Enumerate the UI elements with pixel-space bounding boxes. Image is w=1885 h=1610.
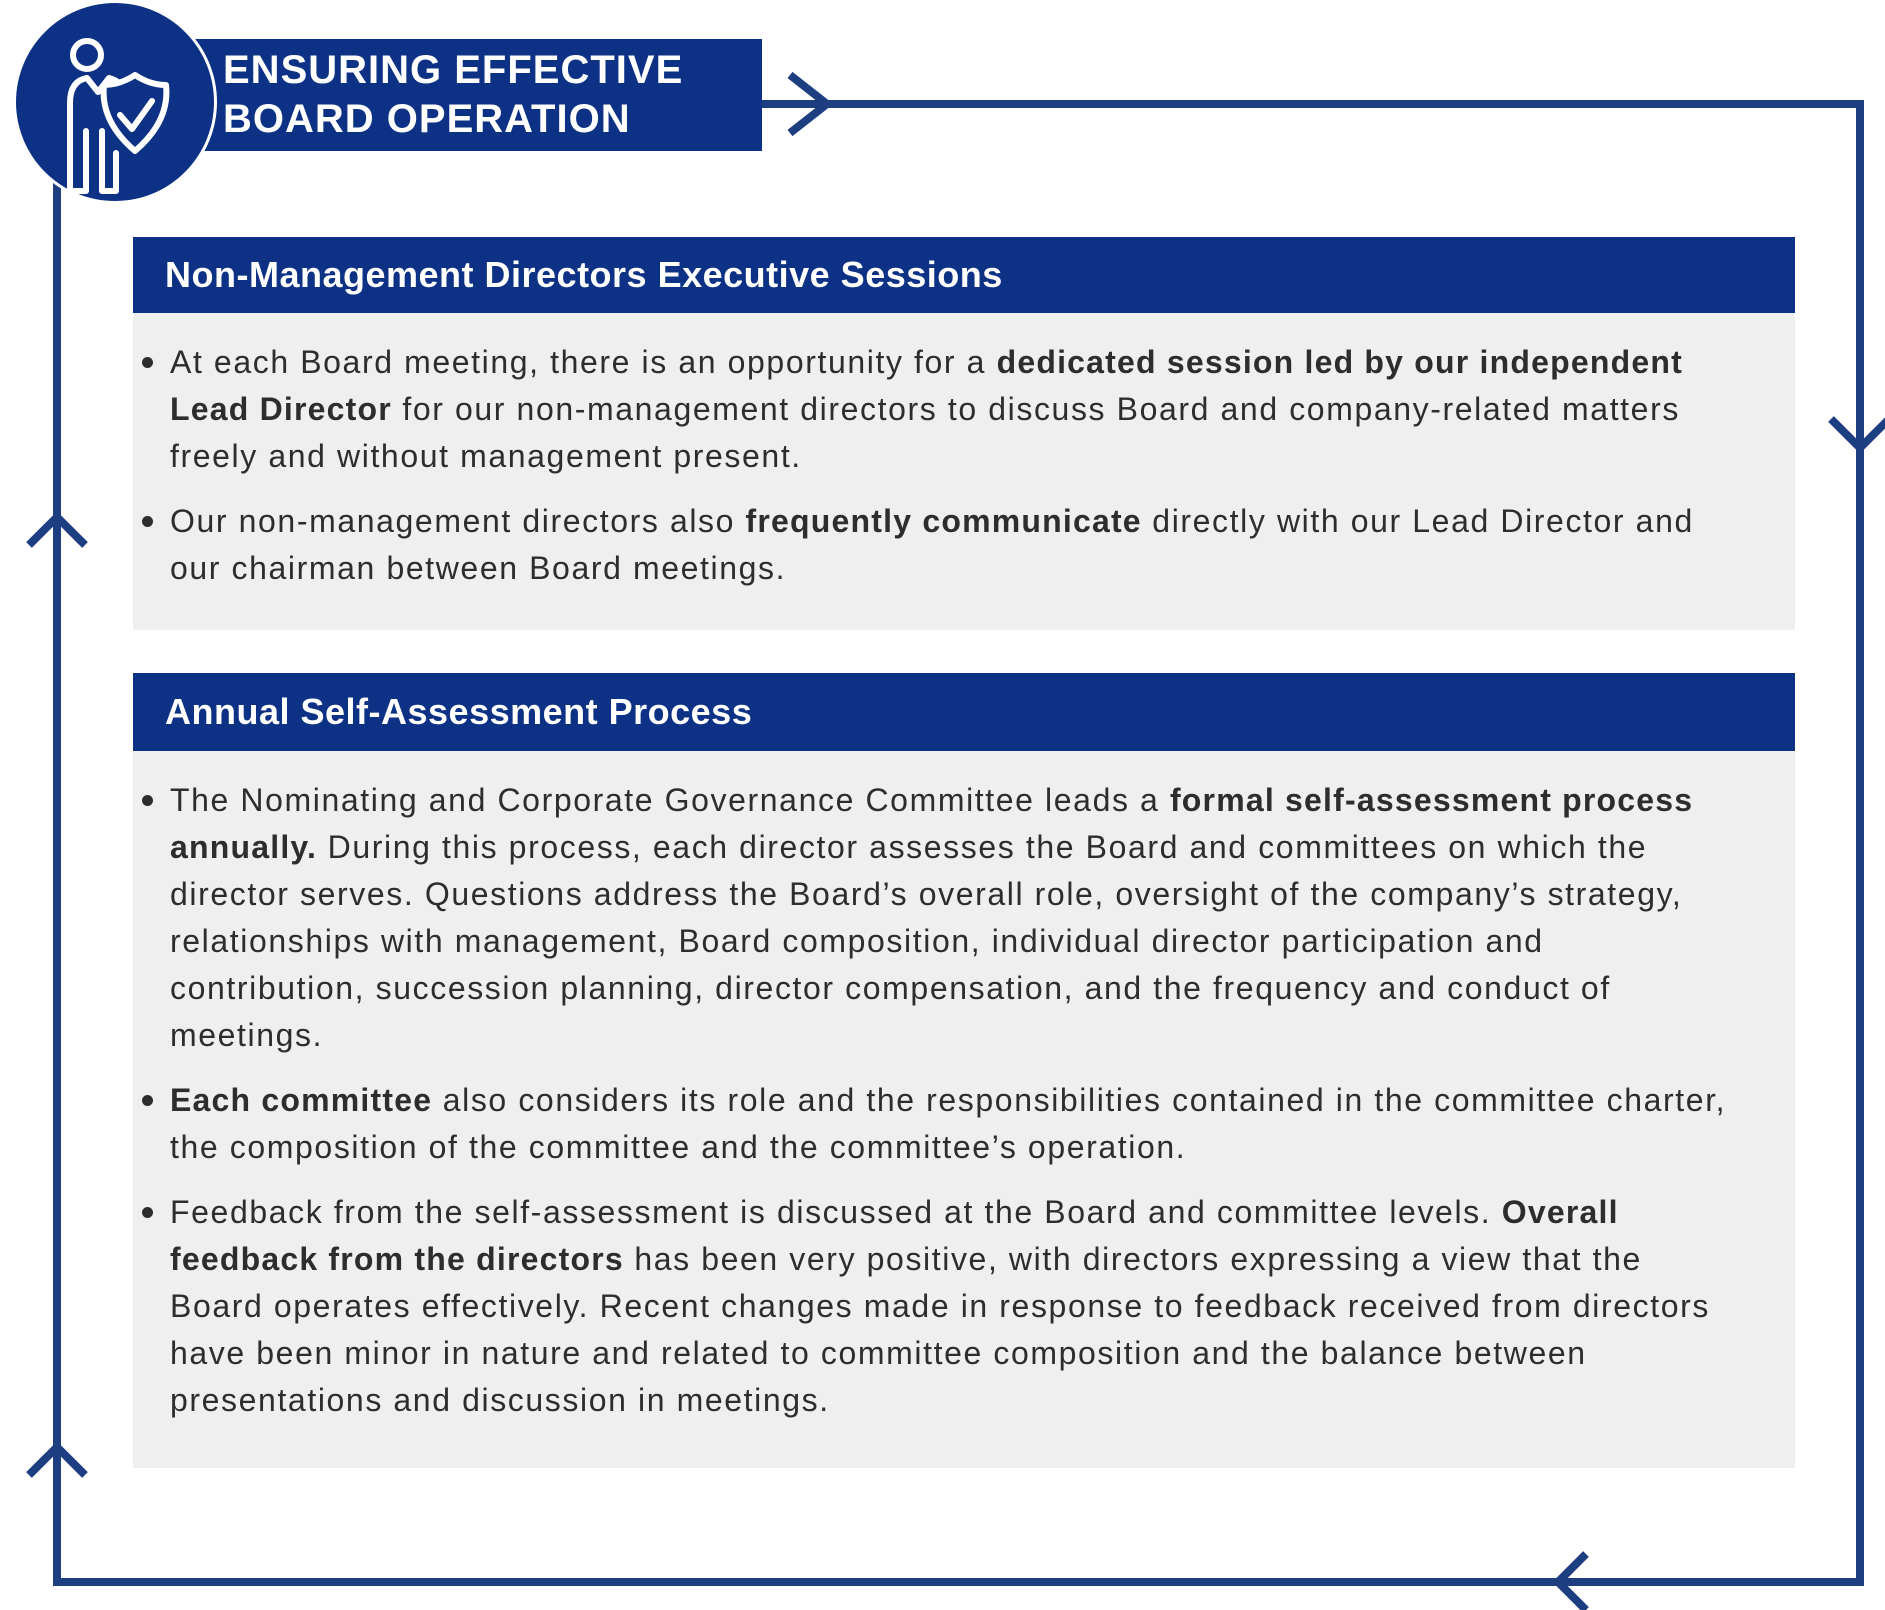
bullet-list [133,777,1740,1424]
person-right-leg [102,131,116,191]
section-body [133,751,1795,1468]
person-head [73,41,101,69]
section-title: Annual Self-Assessment Process [133,673,1795,751]
bullet-item: At each Board meeting, there is an opportunity for a dedicated session led by our independent Lead Director for our non-management directors to discuss Board and company-related matters freely and without management present. [133,339,1740,480]
section-body [133,313,1795,630]
bullet-list [133,339,1740,592]
badge-circle [16,3,214,201]
bullet-item: Each committee also considers its role and the responsibilities contained in the committee charter, the composition of the committee and the committee’s operation. [133,1077,1740,1171]
banner-title-line2: BOARD OPERATION [223,97,631,141]
person-with-shield-check-icon [16,3,214,201]
shield-icon [104,75,167,151]
bullet-item: The Nominating and Corporate Governance Committee leads a formal self-assessment process annually. During this process, each director assesses the Board and committees on which the director serves. Questions address the Board’s overall role, oversight of the company’s strategy, relationships with management, Board composition, individual director participation and contribution, succession planning, director compensation, and the frequency and conduct of meetings. [133,777,1740,1059]
section-title: Non-Management Directors Executive Sessions [133,237,1795,313]
section-executive-sessions [133,237,1795,630]
bullet-item: Feedback from the self-assessment is discussed at the Board and committee levels. Overall feedback from the directors has been very positive, with directors expressing a view that the Board operates effectively. Recent changes made in response to feedback received from directors have been minor in nature and related to committee composition and the balance between presentations and discussion in meetings. [133,1189,1740,1424]
bullet-item: Our non-management directors also frequently communicate directly with our Lead Director and our chairman between Board meetings. [133,498,1740,592]
section-self-assessment [133,673,1795,1468]
banner-title-line1: ENSURING EFFECTIVE [223,48,684,92]
